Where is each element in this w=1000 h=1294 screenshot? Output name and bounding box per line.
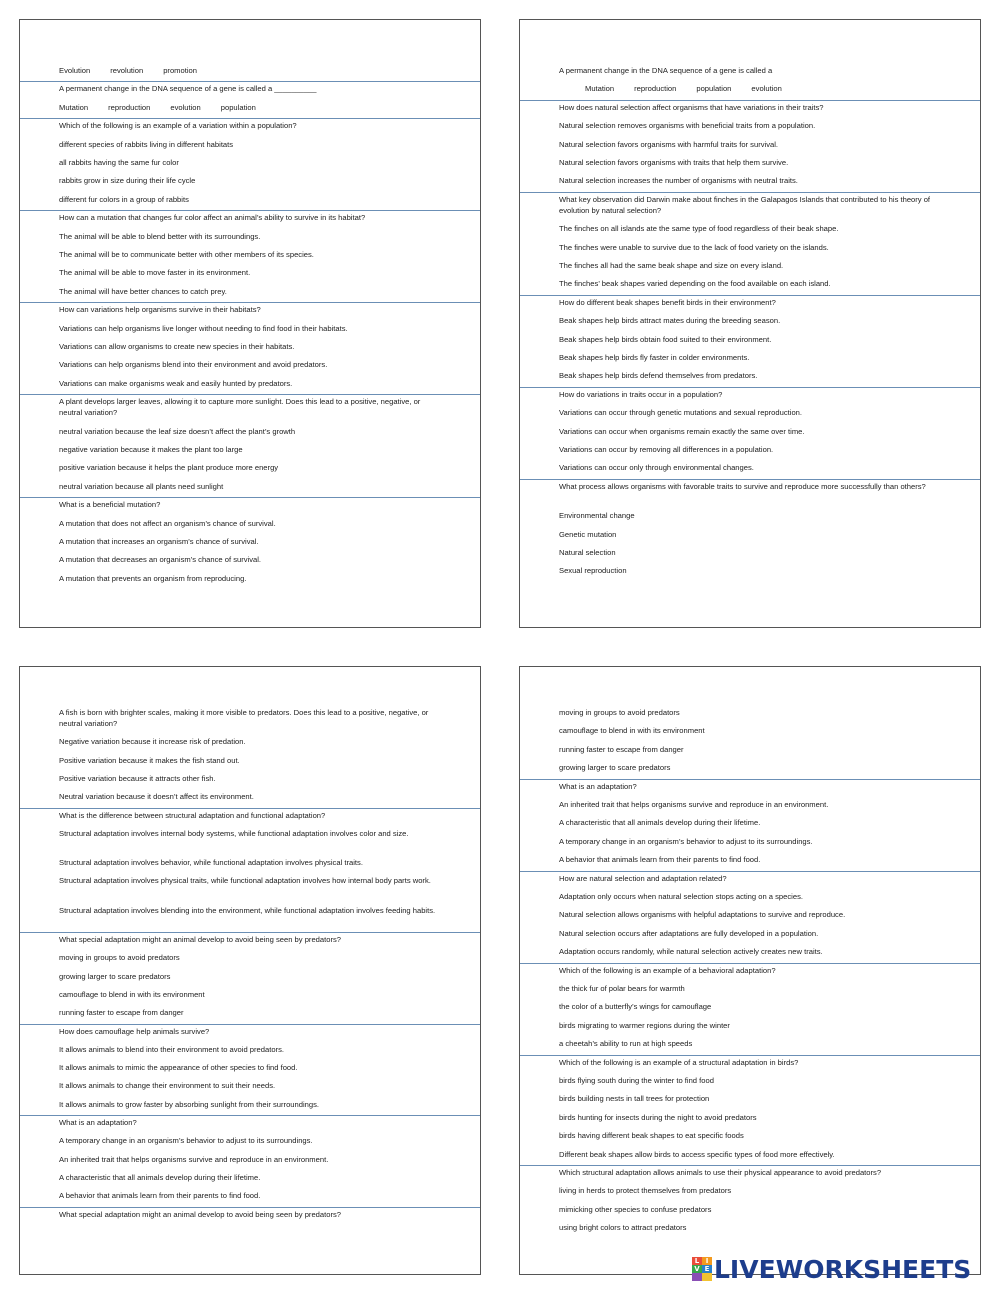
logo-tile <box>692 1273 702 1281</box>
worksheet-line: How are natural selection and adaptation related? <box>559 873 727 883</box>
word-bank <box>59 65 440 76</box>
section-divider <box>520 100 980 101</box>
word-bank-option: reproduction <box>108 102 151 112</box>
worksheet-line: What key observation did Darwin make about finches in the Galapagos Islands that contributed to his theory of evolution by natural selection? <box>559 194 931 215</box>
worksheet-line: neutral variation because all plants need sunlight <box>59 481 224 491</box>
worksheet-page-2 <box>519 19 981 628</box>
worksheet-line: A mutation that does not affect an organism’s chance of survival. <box>59 518 276 528</box>
worksheet-line: It allows animals to change their environment to suit their needs. <box>59 1081 276 1091</box>
worksheet-line: different fur colors in a group of rabbits <box>59 194 189 204</box>
worksheet-line: moving in groups to avoid predators <box>559 708 680 717</box>
worksheet-line: It allows animals to mimic the appearance of other species to find food. <box>59 1063 298 1073</box>
worksheet-line: Natural selection increases the number of organisms with neutral traits. <box>559 176 798 186</box>
worksheet-line: How does natural selection affect organisms that have variations in their traits? <box>559 102 824 112</box>
worksheet-line: Structural adaptation involves blending into the environment, while functional adaptation involves feeding habits. <box>59 905 436 915</box>
word-bank-option: evolution <box>751 84 782 94</box>
worksheet-line: birds flying south during the winter to find food <box>559 1076 714 1085</box>
worksheet-line: The animal will be able to blend better with its surroundings. <box>59 231 261 241</box>
worksheet-line: The animal will be able to move faster in its environment. <box>59 268 251 278</box>
worksheet-line: A mutation that increases an organism’s chance of survival. <box>59 537 259 546</box>
worksheet-line: Sexual reproduction <box>559 566 627 576</box>
worksheet-line: the thick fur of polar bears for warmth <box>559 984 685 993</box>
section-divider <box>520 779 980 780</box>
worksheet-line: running faster to escape from danger <box>559 744 684 754</box>
worksheet-line: Variations can help organisms blend into their environment and avoid predators. <box>59 360 328 370</box>
worksheet-line: A behavior that animals learn from their parents to find food. <box>559 855 761 865</box>
section-divider <box>520 295 980 296</box>
logo-text: LIVEWORKSHEETS <box>714 1254 972 1284</box>
word-bank-option: population <box>220 102 256 112</box>
worksheet-line: The finches’ beak shapes varied depending on the food available on each island. <box>559 279 831 289</box>
worksheet-line: Beak shapes help birds fly faster in colder environments. <box>559 353 750 362</box>
worksheet-line: Which of the following is an example of a variation within a population? <box>59 121 297 131</box>
worksheet-line: Beak shapes help birds attract mates during the breeding season. <box>559 316 781 326</box>
worksheet-line: camouflage to blend in with its environment <box>559 726 705 736</box>
worksheet-line: Variations can make organisms weak and easily hunted by predators. <box>59 378 293 388</box>
worksheet-line: An inherited trait that helps organisms survive and reproduce in an environment. <box>59 1154 329 1164</box>
worksheet-line: Natural selection favors organisms with harmful traits for survival. <box>559 139 779 149</box>
word-bank-option: Mutation <box>585 84 615 94</box>
worksheet-line: A permanent change in the DNA sequence of a gene is called a <box>559 66 773 75</box>
section-divider <box>520 192 980 193</box>
worksheet-line: The finches on all islands ate the same type of food regardless of their beak shape. <box>559 224 839 234</box>
worksheet-page-3 <box>19 666 481 1275</box>
worksheet-line: Negative variation because it increase risk of predation. <box>59 737 246 747</box>
worksheet-line: Variations can occur only through environmental changes. <box>559 463 754 473</box>
worksheet-line: The finches were unable to survive due to the lack of food variety on the islands. <box>559 242 829 252</box>
worksheet-line: The animal will be to communicate better with other members of its species. <box>59 250 314 259</box>
worksheet-line: birds building nests in tall trees for protection <box>559 1094 710 1104</box>
section-divider <box>20 1024 480 1025</box>
worksheet-line: Natural selection removes organisms with beneficial traits from a population. <box>559 121 816 131</box>
worksheet-line: Structural adaptation involves behavior, while functional adaptation involves physical traits. <box>59 858 363 868</box>
section-divider <box>20 118 480 119</box>
worksheet-line: It allows animals to grow faster by absorbing sunlight from their surroundings. <box>59 1099 319 1109</box>
worksheet-line: growing larger to scare predators <box>559 763 671 773</box>
worksheet-line: mimicking other species to confuse predators <box>559 1204 712 1214</box>
section-divider <box>520 479 980 480</box>
section-divider <box>520 963 980 964</box>
worksheet-line: living in herds to protect themselves from predators <box>559 1186 732 1196</box>
worksheet-line: Neutral variation because it doesn’t affect its environment. <box>59 792 254 802</box>
word-bank-option: Mutation <box>59 102 89 112</box>
worksheet-line: using bright colors to attract predators <box>559 1223 687 1233</box>
section-divider <box>20 1207 480 1208</box>
worksheet-line: A mutation that decreases an organism’s chance of survival. <box>59 555 262 565</box>
worksheet-line: Variations can occur when organisms remain exactly the same over time. <box>559 426 805 436</box>
worksheet-line: A plant develops larger leaves, allowing it to capture more sunlight. Does this lead to a positive, negative, or neutral variation? <box>59 397 421 418</box>
worksheet-line: How can a mutation that changes fur color affect an animal’s ability to survive in its habitat? <box>59 213 366 223</box>
worksheet-line: A mutation that prevents an organism from reproducing. <box>59 573 247 583</box>
worksheet-line: Natural selection <box>559 548 616 557</box>
worksheet-line: camouflage to blend in with its environment <box>59 989 205 999</box>
worksheet-line: Structural adaptation involves physical traits, while functional adaptation involves how internal body parts work. <box>59 876 431 886</box>
worksheet-line: birds having different beak shapes to eat specific foods <box>559 1131 744 1141</box>
worksheet-line: Environmental change <box>559 511 635 521</box>
section-divider <box>20 808 480 809</box>
worksheet-line: An inherited trait that helps organisms survive and reproduce in an environment. <box>559 800 829 809</box>
worksheet-line: rabbits grow in size during their life cycle <box>59 176 196 186</box>
worksheet-line: How do variations in traits occur in a population? <box>559 389 723 399</box>
worksheet-line: Natural selection occurs after adaptations are fully developed in a population. <box>559 928 819 938</box>
worksheet-line: the color of a butterfly’s wings for camouflage <box>559 1002 712 1012</box>
section-divider <box>20 81 480 82</box>
worksheet-line: Variations can allow organisms to create new species in their habitats. <box>59 342 295 351</box>
section-divider <box>520 387 980 388</box>
worksheet-line: Natural selection allows organisms with helpful adaptations to survive and reproduce. <box>559 910 846 920</box>
worksheet-line: What is the difference between structural adaptation and functional adaptation? <box>59 810 326 820</box>
word-bank-option: promotion <box>163 66 197 75</box>
logo-tile <box>702 1273 712 1281</box>
word-bank-option: revolution <box>110 66 144 75</box>
worksheet-line: Different beak shapes allow birds to access specific types of food more effectively. <box>559 1149 835 1159</box>
worksheet-line: How does camouflage help animals survive? <box>59 1026 210 1036</box>
worksheet-line: What is an adaptation? <box>59 1118 137 1127</box>
worksheet-line: How do different beak shapes benefit birds in their environment? <box>559 297 776 307</box>
section-divider <box>520 871 980 872</box>
section-divider <box>20 932 480 933</box>
worksheet-line: Which of the following is an example of a behavioral adaptation? <box>559 965 776 975</box>
worksheet-line: Which of the following is an example of a structural adaptation in birds? <box>559 1057 799 1067</box>
word-bank-option: evolution <box>170 102 201 112</box>
liveworksheets-logo-icon <box>692 1257 712 1281</box>
worksheet-line: A temporary change in an organism’s behavior to adjust to its surroundings. <box>59 1136 313 1146</box>
worksheet-line: running faster to escape from danger <box>59 1008 184 1018</box>
worksheet-line: What special adaptation might an animal develop to avoid being seen by predators? <box>59 935 341 944</box>
worksheet-line: A behavior that animals learn from their parents to find food. <box>59 1191 261 1201</box>
worksheet-line: positive variation because it helps the plant produce more energy <box>59 463 279 473</box>
worksheet-page-4 <box>519 666 981 1275</box>
worksheet-line: What is an adaptation? <box>559 781 637 791</box>
worksheet-line: a cheetah’s ability to run at high speeds <box>559 1039 693 1049</box>
worksheet-page-1 <box>19 19 481 628</box>
worksheet-line: A fish is born with brighter scales, making it more visible to predators. Does this lead to a positive, negative, or neutral variation? <box>59 708 429 728</box>
worksheet-line: A characteristic that all animals develop during their lifetime. <box>59 1172 261 1182</box>
worksheet-line: neutral variation because the leaf size doesn’t affect the plant’s growth <box>59 426 296 436</box>
section-divider <box>20 1115 480 1116</box>
section-divider <box>520 1055 980 1056</box>
worksheet-line: What process allows organisms with favorable traits to survive and reproduce more successfully than others? <box>559 481 926 491</box>
worksheet-line: The finches all had the same beak shape and size on every island. <box>559 261 784 270</box>
worksheet-line: Variations can occur by removing all differences in a population. <box>559 445 774 454</box>
worksheet-line: Variations can occur through genetic mutations and sexual reproduction. <box>559 408 803 418</box>
worksheet-line: A permanent change in the DNA sequence of a gene is called a __________ <box>59 84 317 94</box>
section-divider <box>20 394 480 395</box>
worksheet-line: Positive variation because it attracts other fish. <box>59 773 216 783</box>
worksheet-line: What special adaptation might an animal develop to avoid being seen by predators? <box>59 1209 341 1219</box>
worksheet-line: Beak shapes help birds defend themselves from predators. <box>559 371 758 381</box>
worksheet-line: negative variation because it makes the plant too large <box>59 445 243 454</box>
worksheet-line: What is a beneficial mutation? <box>59 500 161 510</box>
logo-tile: V <box>692 1265 702 1273</box>
worksheet-line: Adaptation only occurs when natural selection stops acting on a species. <box>559 892 803 901</box>
section-divider <box>20 210 480 211</box>
worksheet-line: Genetic mutation <box>559 529 617 539</box>
worksheet-line: A temporary change in an organism’s behavior to adjust to its surroundings. <box>559 836 813 846</box>
section-divider <box>20 497 480 498</box>
worksheet-line: Adaptation occurs randomly, while natural selection actively creates new traits. <box>559 947 823 957</box>
worksheet-line: growing larger to scare predators <box>59 971 171 981</box>
worksheet-line: Structural adaptation involves internal body systems, while functional adaptation involves color and size. <box>59 828 409 838</box>
logo-tile: E <box>702 1265 712 1273</box>
worksheet-line: all rabbits having the same fur color <box>59 158 179 167</box>
word-bank-option: reproduction <box>634 84 677 94</box>
worksheet-line: The animal will have better chances to catch prey. <box>59 286 227 296</box>
worksheet-line: different species of rabbits living in different habitats <box>59 139 234 149</box>
worksheet-line: birds hunting for insects during the night to avoid predators <box>559 1112 757 1122</box>
worksheet-line: Beak shapes help birds obtain food suited to their environment. <box>559 334 772 344</box>
word-bank-option: Evolution <box>59 66 91 75</box>
worksheet-line: birds migrating to warmer regions during the winter <box>559 1020 730 1030</box>
worksheet-line: How can variations help organisms survive in their habitats? <box>59 305 261 315</box>
worksheet-line: Which structural adaptation allows animals to use their physical appearance to avoid predators? <box>559 1168 882 1177</box>
worksheet-line: Natural selection favors organisms with traits that help them survive. <box>559 158 789 167</box>
logo-tile: I <box>702 1257 712 1265</box>
worksheet-line: Positive variation because it makes the fish stand out. <box>59 755 240 765</box>
section-divider <box>20 302 480 303</box>
section-divider <box>520 1165 980 1166</box>
word-bank-option: population <box>696 84 732 94</box>
worksheet-line: Variations can help organisms live longer without needing to find food in their habitats. <box>59 323 348 333</box>
liveworksheets-logo <box>692 1256 971 1282</box>
worksheet-line: moving in groups to avoid predators <box>59 953 180 963</box>
word-bank <box>59 102 440 113</box>
worksheet-line: It allows animals to blend into their environment to avoid predators. <box>59 1044 284 1054</box>
logo-tile: L <box>692 1257 702 1265</box>
worksheet-line: A characteristic that all animals develop during their lifetime. <box>559 818 761 828</box>
word-bank <box>559 83 940 94</box>
